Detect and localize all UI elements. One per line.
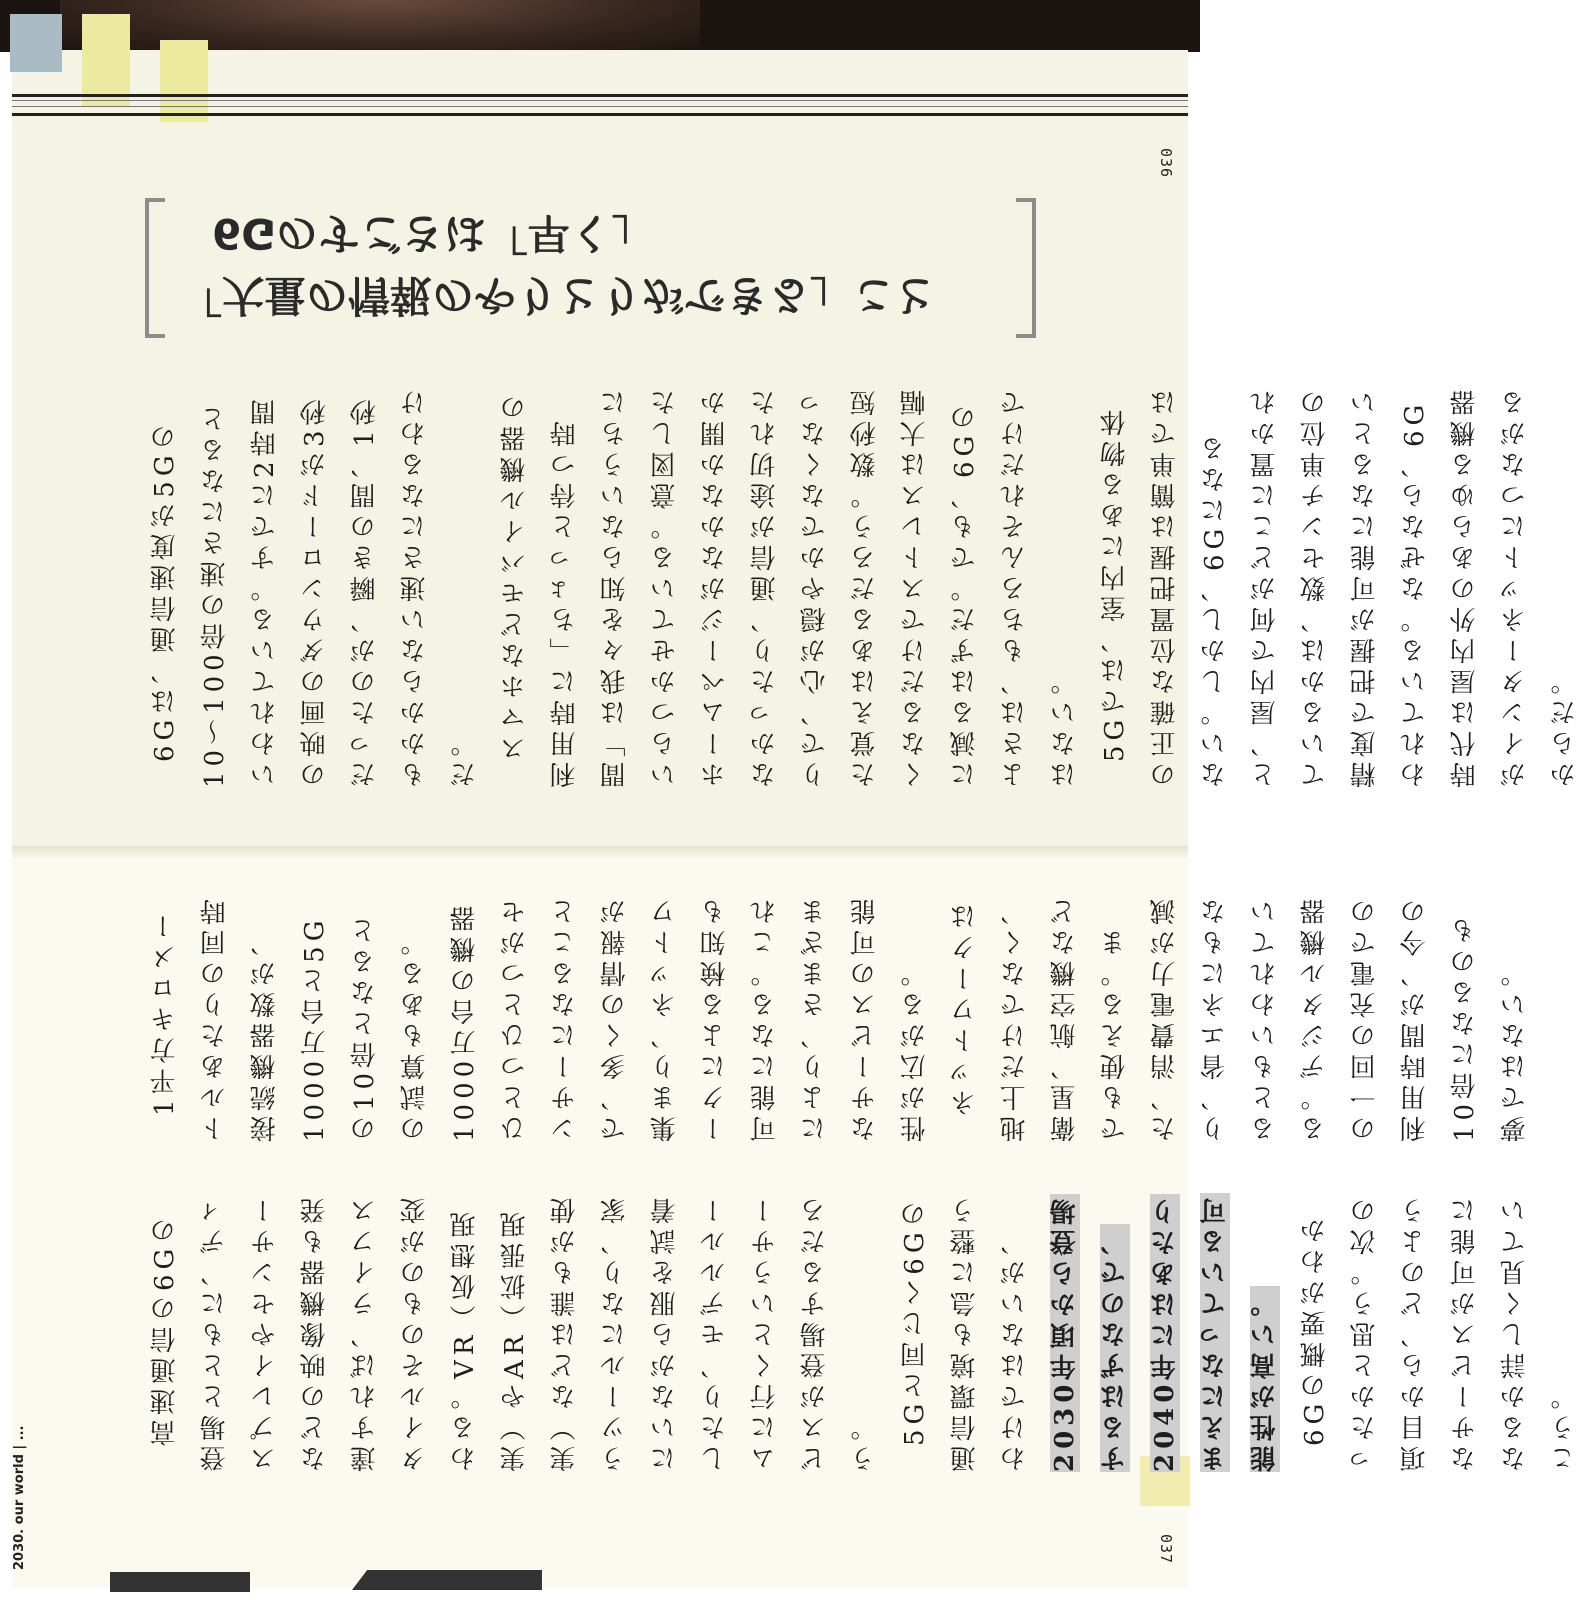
bottom-edge-mark: [352, 1570, 542, 1590]
paragraph: 6Gは、通信速度が5Gの10〜100倍の速さになるといわれている。すでに2時間の映画のダウンロードが3秒だったのが、瞬きの間、1秒もかからない速さになるわけだ。: [150, 385, 480, 788]
running-footer: 2030. our world | ...: [12, 1425, 27, 1570]
heading-line-2: 「大量の情報のやりとりができる」こと: [180, 271, 937, 320]
page-number-top: 036: [1157, 148, 1175, 179]
paragraph: 1平方キロメートルあたりの同時接続機器数が、1000万台と5Gの10倍となるとの試算もある。1000万台の機器ひとつひとつがセンサーになることで、多くの情報が集まり、ネットワークによる検知も可能になる。これにより、さまざまなサービスの可能性が広がる。: [150, 894, 930, 1142]
section-heading: [180, 200, 1000, 330]
heading-line-1: 6Gのすごさは「早く」: [212, 209, 654, 258]
heading-bracket-right: [1016, 198, 1036, 338]
highlighted-text: 2030年頃から登場するはずなので、2040年にはあたりまえになっている可能性が高い。: [1050, 1193, 1280, 1472]
heading-bracket-left: [145, 198, 165, 338]
bottom-edge-mark: [110, 1572, 250, 1592]
sticky-tab-yellow-1: [82, 14, 130, 106]
header-rule: [12, 100, 1188, 101]
paragraph: 高速通信の6Gの登場とともに、ディスプレイやセンサーなどの映像機器も発達すれば、ライフスタイルそのものが変わる。VR（仮想現実）やAR（拡張現実）などは誰もが使うツールになり、家にいながら服を試着したり、モデルルームに行くというサービスが登場するだろう。: [150, 1193, 880, 1472]
hand-shadow: [60, 0, 700, 52]
body-column-1: [140, 378, 1580, 788]
paragraph: ネットワークは地上だけでなく、衛星、航空機などでも使える。また、消費電力が減り、省エネにもなるともいわれている。デジタル機器の一回の充電での利用時間が、今の10倍になるのも夢ではない。: [950, 894, 1530, 1142]
paragraph: 5Gでは、室内にある物体の正確な位置把握は簡単ではない。しかし、6Gになると、屋内で何がどこに置かれているかは、数センチ単位の精度で把握が可能になるといわれている。なぜなら、6G時代は屋内外のあらゆる機器がインターネットにつながるからだ。: [1100, 385, 1580, 788]
paragraph: 6Gの概要がわかったかと思う。次の項目から、どのようなサービスが可能になるか詳しく見ていこう。: [1300, 1193, 1580, 1472]
header-rule: [12, 113, 1188, 116]
body-column-3: [140, 1192, 1580, 1472]
sticky-tab-blue: [10, 14, 62, 72]
paragraph: [890, 1192, 1290, 1472]
paragraph-text: 5Gと同じく6Gの通信環境も急に整うわけではないが、: [900, 1193, 1030, 1472]
page-number-bottom: 037: [1157, 1534, 1175, 1565]
paragraph: スマホなどモバイル機器の利用時に「ちょっと待つ時間」は我々を知らないうちにいらつかせている。意図したホームページがなかなか開かなかったり、通信が途切れたりで、心が穏やかでなくなった覚えはあるだろう。数秒短くなるだけでストレスは大幅に減るはずだ。でも、6Gのよさは、もちろんそれだけではない。: [500, 385, 1080, 788]
header-rule: [12, 94, 1188, 97]
body-column-2: [140, 892, 1530, 1142]
sticky-tab-yellow-2: [160, 40, 208, 122]
header-rule: [12, 106, 1188, 107]
